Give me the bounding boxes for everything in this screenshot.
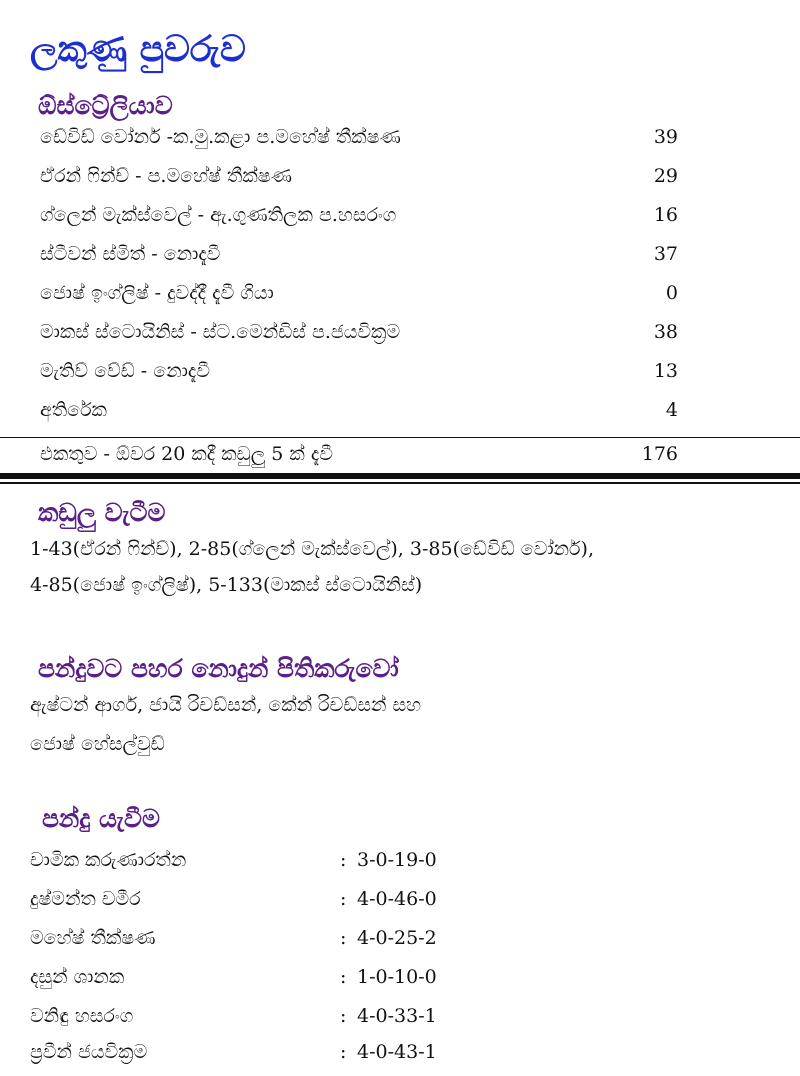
batter-dismissal: මාකස් ස්ටොයිනිස් - ස්ට.මෙන්ඩිස් ප.ජයවික්‍රම [40, 321, 401, 343]
bowling-separator: : [340, 927, 347, 949]
bowling-separator: : [340, 1041, 347, 1063]
batting-row [0, 315, 800, 354]
bowling-row [0, 1035, 800, 1074]
batting-row [0, 276, 800, 315]
total-divider-bottom-thin [0, 482, 800, 484]
fall-of-wickets-heading: කඩුලු වැටීම [38, 498, 166, 527]
total-label: එකතුව - ඕවර 20 කදී කඩුලු 5 ක් දැවී [40, 443, 333, 465]
bowling-separator: : [340, 849, 347, 871]
fall-of-wickets-line: 4-85(ජොෂ් ඉංග්ලිෂ්), 5-133(මාකස් ස්ටොයිනිස්) [30, 574, 423, 596]
bowling-separator: : [340, 1005, 347, 1027]
bowler-name: චාමික කරුණාරත්න [30, 849, 187, 871]
batting-row [0, 159, 800, 198]
bowler-name: ප්‍රවීන් ජයවික්‍රම [30, 1041, 148, 1063]
batter-dismissal: මැතිව් වේඩ් - නොදැවී [40, 360, 210, 382]
bowling-figures: 4-0-33-1 [357, 1005, 437, 1027]
batter-dismissal: ඩේවිඩ් වෝනර් -ක.මු.කළා ප.මහේෂ් තීක්ෂණ [40, 126, 401, 148]
bowling-row [0, 960, 800, 999]
bowling-figures: 4-0-25-2 [357, 927, 437, 949]
bowling-row [0, 999, 800, 1038]
bowling-heading: පන්දු යැවීම [42, 804, 160, 833]
batter-runs: 13 [653, 360, 678, 382]
page-title: ලකුණු පුවරුව [30, 29, 246, 70]
bowling-figures: 1-0-10-0 [357, 966, 437, 988]
batting-row [0, 120, 800, 159]
bowler-name: දුෂ්මන්ත චමීර [30, 888, 141, 910]
batter-dismissal: ජොෂ් ඉංග්ලිෂ් - දුවද්දී දැවී ගියා [40, 282, 274, 304]
batter-runs: 16 [653, 204, 678, 226]
total-runs: 176 [641, 443, 678, 465]
bowling-separator: : [340, 966, 347, 988]
batting-row [0, 393, 800, 432]
batting-row [0, 198, 800, 237]
batting-team-name: ඕස්ට්‍රේලියාව [38, 91, 173, 120]
fall-of-wickets-line: 1-43(ඒරන් ෆින්ච්), 2-85(ග්ලෙන් මැක්ස්වෙල්), 3-85(ඩේවිඩ් වෝනර්), [30, 538, 594, 560]
batter-dismissal: ස්ටීවන් ස්මිත් - නොදැවී [40, 243, 221, 265]
total-divider-top [0, 437, 800, 438]
batting-row [0, 354, 800, 393]
batter-dismissal: ග්ලෙන් මැක්ස්වෙල් - ඇ.ගුණතිලක ප.හසරංග [40, 204, 397, 226]
bowler-name: මහේෂ් තීක්ෂණ [30, 927, 156, 949]
bowling-separator: : [340, 888, 347, 910]
did-not-bat-line: ඇෂ්ටන් ආගර්, ජායි රිචඩ්සන්, කේන් රිචඩ්සන් සහ [30, 694, 422, 716]
batter-runs: 37 [653, 243, 678, 265]
did-not-bat-line: ජොෂ් හේසල්වුඩ් [30, 733, 165, 755]
extras-label: අතිරේක [40, 399, 107, 421]
bowling-figures: 3-0-19-0 [357, 849, 437, 871]
bowling-row [0, 843, 800, 882]
extras-runs: 4 [665, 399, 678, 421]
batter-runs: 0 [665, 282, 678, 304]
batter-runs: 39 [653, 126, 678, 148]
total-row [0, 440, 800, 472]
batter-runs: 38 [653, 321, 678, 343]
bowling-figures: 4-0-46-0 [357, 888, 437, 910]
bowling-figures: 4-0-43-1 [357, 1041, 437, 1063]
did-not-bat-heading: පන්දුවට පහර නොදුන් පිතිකරුවෝ [38, 654, 399, 683]
batting-row [0, 237, 800, 276]
batter-dismissal: ඒරන් ෆින්ච් - ප.මහේෂ් තීක්ෂණ [40, 165, 292, 187]
bowling-row [0, 921, 800, 960]
bowler-name: දසුන් ශානක [30, 966, 125, 988]
batter-runs: 29 [653, 165, 678, 187]
total-divider-bottom [0, 473, 800, 479]
bowler-name: වනිඳු හසරංග [30, 1005, 134, 1027]
bowling-row [0, 882, 800, 921]
